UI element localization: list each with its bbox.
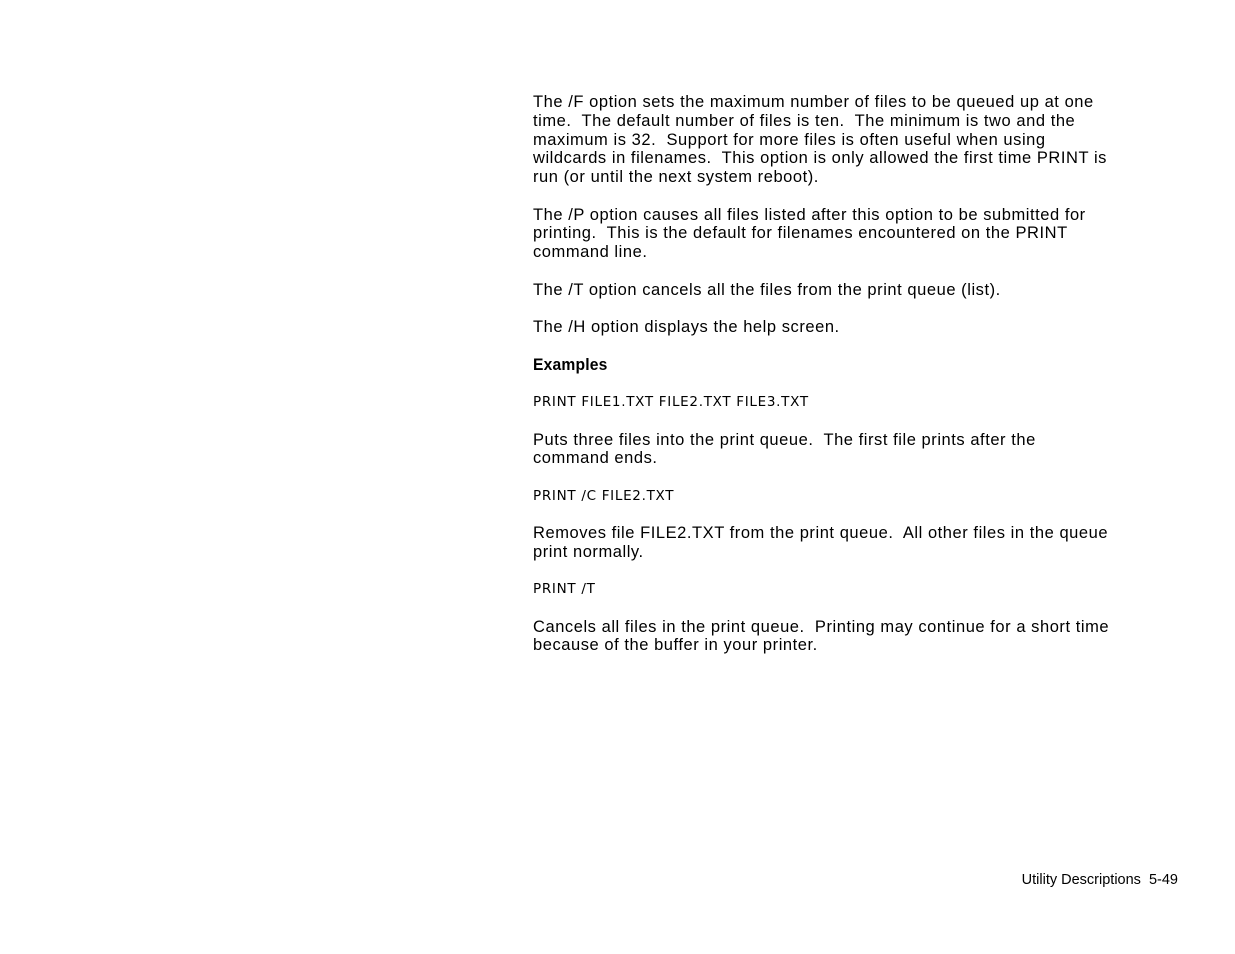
examples-heading: Examples — [533, 355, 608, 375]
example-command-1: PRINT FILE1.TXT FILE2.TXT FILE3.TXT — [533, 394, 809, 411]
t-option-paragraph: The /T option cancels all the files from the print queue (list). — [533, 280, 1001, 299]
page-footer: Utility Descriptions 5-49 — [1021, 872, 1178, 888]
example-description-3: Cancels all files in the print queue. Printing may continue for a short time because of the buffer in your printer. — [533, 617, 1110, 655]
f-option-paragraph: The /F option sets the maximum number of files to be queued up at one time. The default number of files is ten. The minimum is two and the maximum is 32. Support for more files is often useful when using wildcards in filenames. This option is only allowed the first time PRINT is run (or until the next system reboot). — [533, 93, 1107, 187]
example-description-1: Puts three files into the print queue. The first file prints after the command ends. — [533, 430, 1036, 468]
p-option-paragraph: The /P option causes all files listed after this option to be submitted for printing. This is the default for filenames encountered on the PRINT command line. — [533, 205, 1086, 262]
example-command-2: PRINT /C FILE2.TXT — [533, 487, 675, 504]
h-option-paragraph: The /H option displays the help screen. — [533, 317, 840, 336]
example-command-3: PRINT /T — [533, 581, 596, 598]
example-description-2: Removes file FILE2.TXT from the print queue. All other files in the queue print normally. — [533, 524, 1109, 561]
page-content — [533, 93, 1183, 674]
